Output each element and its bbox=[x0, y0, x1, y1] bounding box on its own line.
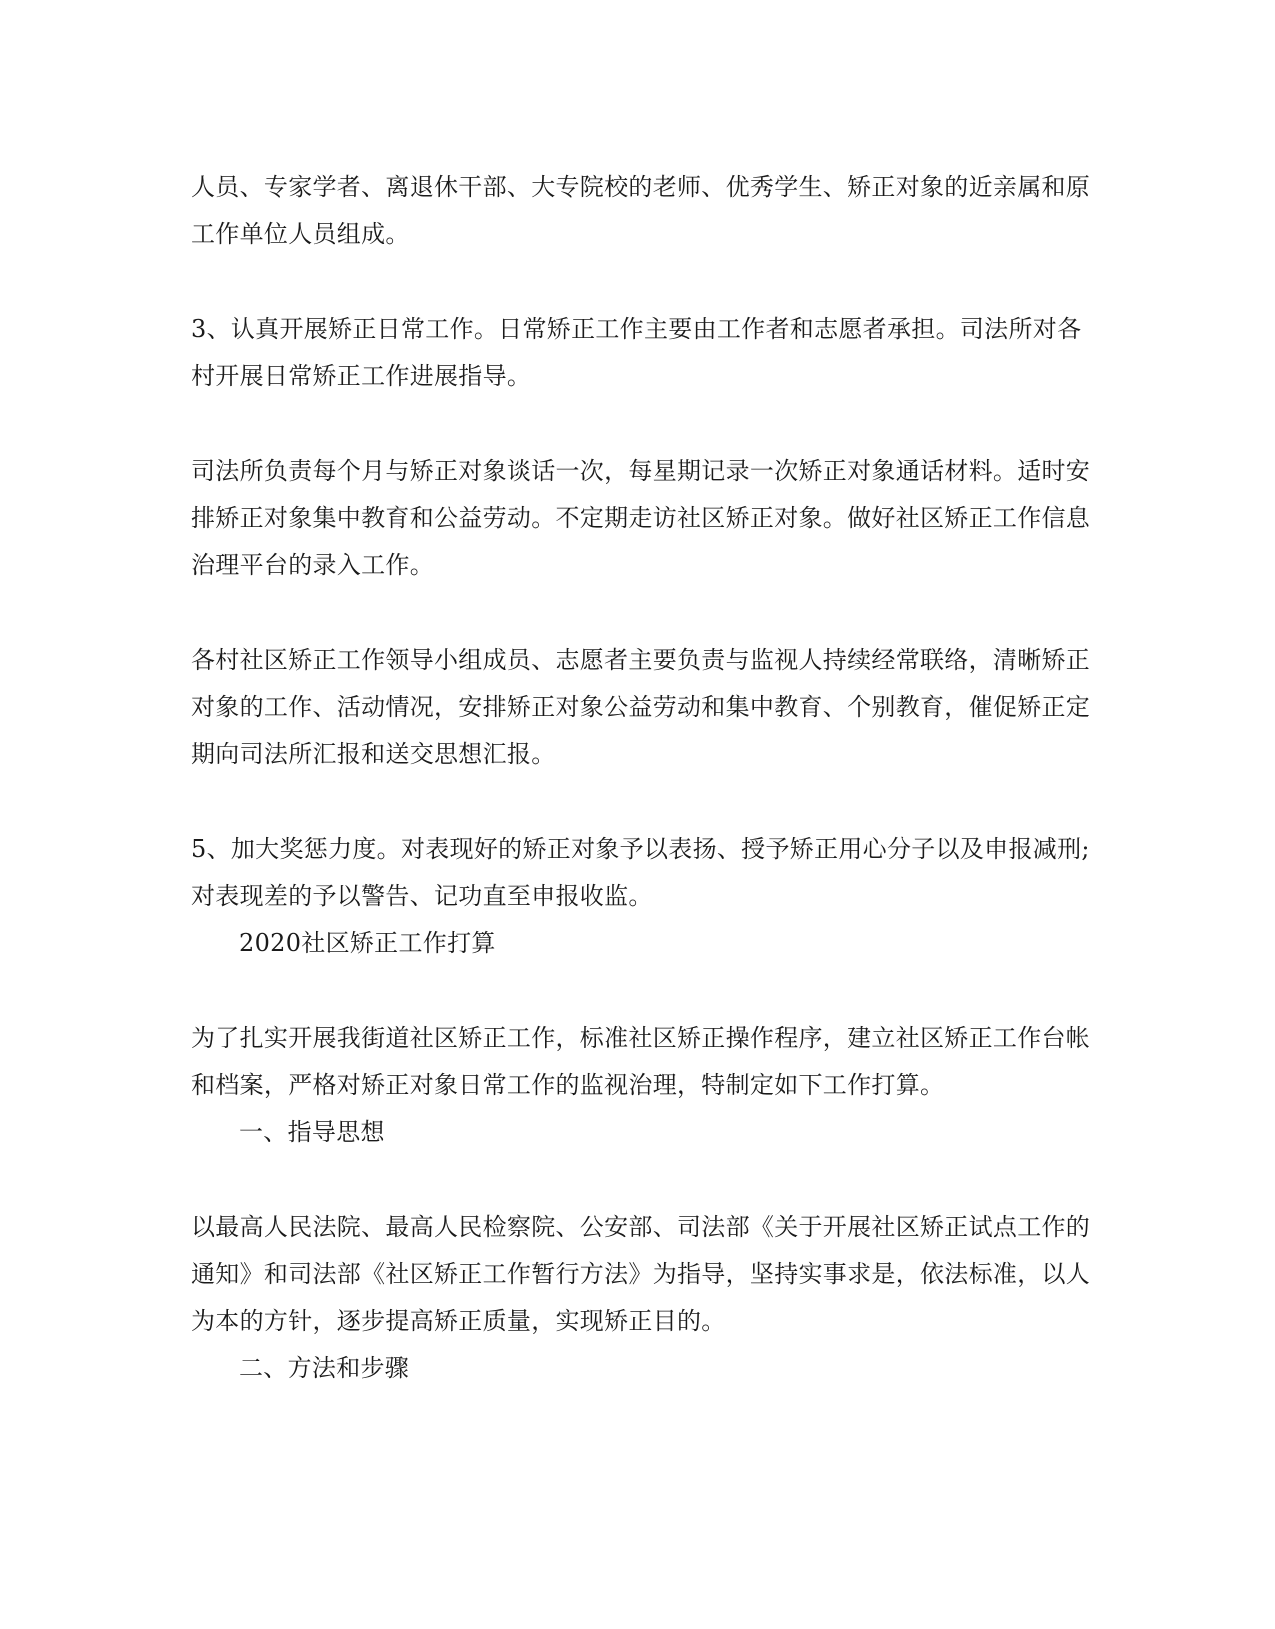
document-body bbox=[191, 164, 1091, 1392]
paragraph-6: 为了扎实开展我街道社区矫正工作，标准社区矫正操作程序，建立社区矫正工作台帐和档案，严格对矫正对象日常工作的监视治理，特制定如下工作打算。 bbox=[191, 1024, 1091, 1099]
heading-guiding-thought: 一、指导思想 bbox=[239, 1118, 385, 1146]
paragraph-2: 3、认真开展矫正日常工作。日常矫正工作主要由工作者和志愿者承担。司法所对各村开展日常矫正工作进展指导。 bbox=[191, 315, 1082, 390]
heading-methods-steps: 二、方法和步骤 bbox=[239, 1354, 410, 1382]
paragraph-1: 人员、专家学者、离退休干部、大专院校的老师、优秀学生、矫正对象的近亲属和原工作单位人员组成。 bbox=[191, 173, 1091, 248]
paragraph-7: 以最高人民法院、最高人民检察院、公安部、司法部《关于开展社区矫正试点工作的通知》和司法部《社区矫正工作暂行方法》为指导，坚持实事求是，依法标准，以人为本的方针，逐步提高矫正质量，实现矫正目的。 bbox=[191, 1213, 1091, 1335]
paragraph-3: 司法所负责每个月与矫正对象谈话一次，每星期记录一次矫正对象通话材料。适时安排矫正对象集中教育和公益劳动。不定期走访社区矫正对象。做好社区矫正工作信息治理平台的录入工作。 bbox=[191, 457, 1091, 579]
paragraph-4: 各村社区矫正工作领导小组成员、志愿者主要负责与监视人持续经常联络，清晰矫正对象的工作、活动情况，安排矫正对象公益劳动和集中教育、个别教育，催促矫正定期向司法所汇报和送交思想汇报。 bbox=[191, 646, 1091, 768]
section-title: 2020社区矫正工作打算 bbox=[239, 929, 496, 957]
paragraph-5: 5、加大奖惩力度。对表现好的矫正对象予以表扬、授予矫正用心分子以及申报减刑;对表现差的予以警告、记功直至申报收监。 bbox=[191, 835, 1090, 910]
